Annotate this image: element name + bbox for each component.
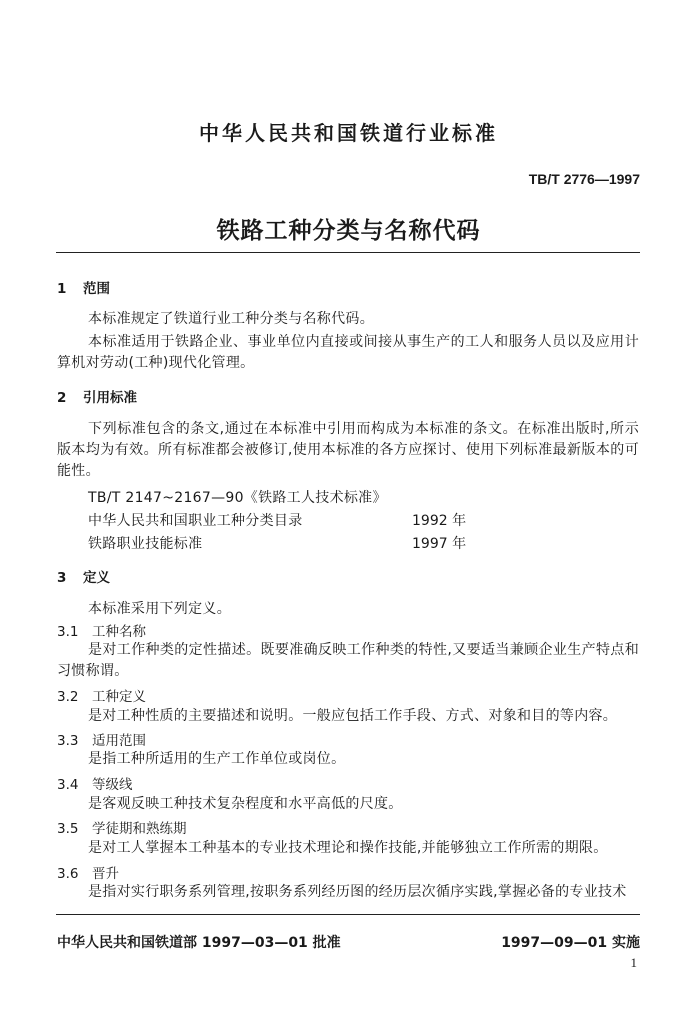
reference-item: TB/T 2147~2167—90《铁路工人技术标准》	[88, 490, 387, 506]
approval-info: 中华人民共和国铁道部 1997—03—01 批准	[57, 935, 341, 951]
definition-text: 是对工作种类的定性描述。既要准确反映工作种类的特性,又要适当兼顾企业生产特点和习惯称谓。	[57, 642, 639, 679]
section-title: 范围	[83, 281, 110, 297]
section-1-paragraph: 本标准规定了铁道行业工种分类与名称代码。	[88, 311, 374, 327]
definition-heading	[57, 685, 146, 705]
definition-text: 是指对实行职务系列管理,按职务系列经历图的经历层次循序实践,掌握必备的专业技术	[88, 884, 627, 900]
section-number: 3	[57, 570, 67, 586]
definition-term: 学徒期和熟练期	[92, 821, 187, 837]
definition-number: 3.1	[57, 624, 79, 640]
section-title: 引用标准	[83, 390, 137, 406]
definition-heading	[57, 773, 133, 793]
section-1-heading	[57, 277, 110, 297]
definition-heading	[57, 729, 146, 749]
section-number: 1	[57, 281, 67, 297]
section-2-heading	[57, 386, 137, 406]
section-number: 2	[57, 390, 67, 406]
issuing-body-title: 中华人民共和国铁道行业标准	[199, 121, 498, 145]
definition-heading	[57, 620, 146, 640]
page-number: 1	[630, 955, 637, 970]
definition-number: 3.2	[57, 689, 79, 705]
definition-text: 是对工种性质的主要描述和说明。一般应包括工作手段、方式、对象和目的等内容。	[88, 708, 618, 724]
section-title: 定义	[83, 570, 110, 586]
definition-heading	[57, 862, 119, 882]
definition-number: 3.5	[57, 821, 79, 837]
definition-term: 工种定义	[92, 689, 146, 705]
reference-year: 1997 年	[412, 536, 467, 552]
document-title: 铁路工种分类与名称代码	[216, 218, 481, 244]
definition-term: 工种名称	[92, 624, 146, 640]
section-3-paragraph: 本标准采用下列定义。	[88, 601, 231, 617]
footer-divider	[56, 914, 640, 915]
implementation-date: 1997—09—01 实施	[501, 935, 640, 951]
definition-text: 是指工种所适用的生产工作单位或岗位。	[88, 751, 346, 767]
definition-heading	[57, 817, 187, 837]
definition-text: 是客观反映工种技术复杂程度和水平高低的尺度。	[88, 796, 403, 812]
reference-item: 铁路职业技能标准	[88, 536, 203, 552]
section-3-heading	[57, 566, 110, 586]
definition-number: 3.6	[57, 866, 79, 882]
definition-term: 晋升	[92, 866, 119, 882]
definition-number: 3.3	[57, 733, 79, 749]
title-divider	[56, 252, 640, 253]
definition-number: 3.4	[57, 777, 79, 793]
section-2-paragraph: 下列标准包含的条文,通过在本标准中引用而构成为本标准的条文。在标准出版时,所示版本均为有效。所有标准都会被修订,使用本标准的各方应探讨、使用下列标准最新版本的可能性。	[57, 421, 639, 479]
definition-term: 等级线	[92, 777, 133, 793]
standard-number: TB/T 2776—1997	[528, 171, 640, 187]
reference-year: 1992 年	[412, 513, 467, 529]
definition-term: 适用范围	[92, 733, 146, 749]
reference-item: 中华人民共和国职业工种分类目录	[88, 513, 303, 529]
section-1-paragraph-2: 本标准适用于铁路企业、事业单位内直接或间接从事生产的工人和服务人员以及应用计算机对劳动(工种)现代化管理。	[57, 334, 639, 371]
definition-text: 是对工人掌握本工种基本的专业技术理论和操作技能,并能够独立工作所需的期限。	[88, 840, 608, 856]
